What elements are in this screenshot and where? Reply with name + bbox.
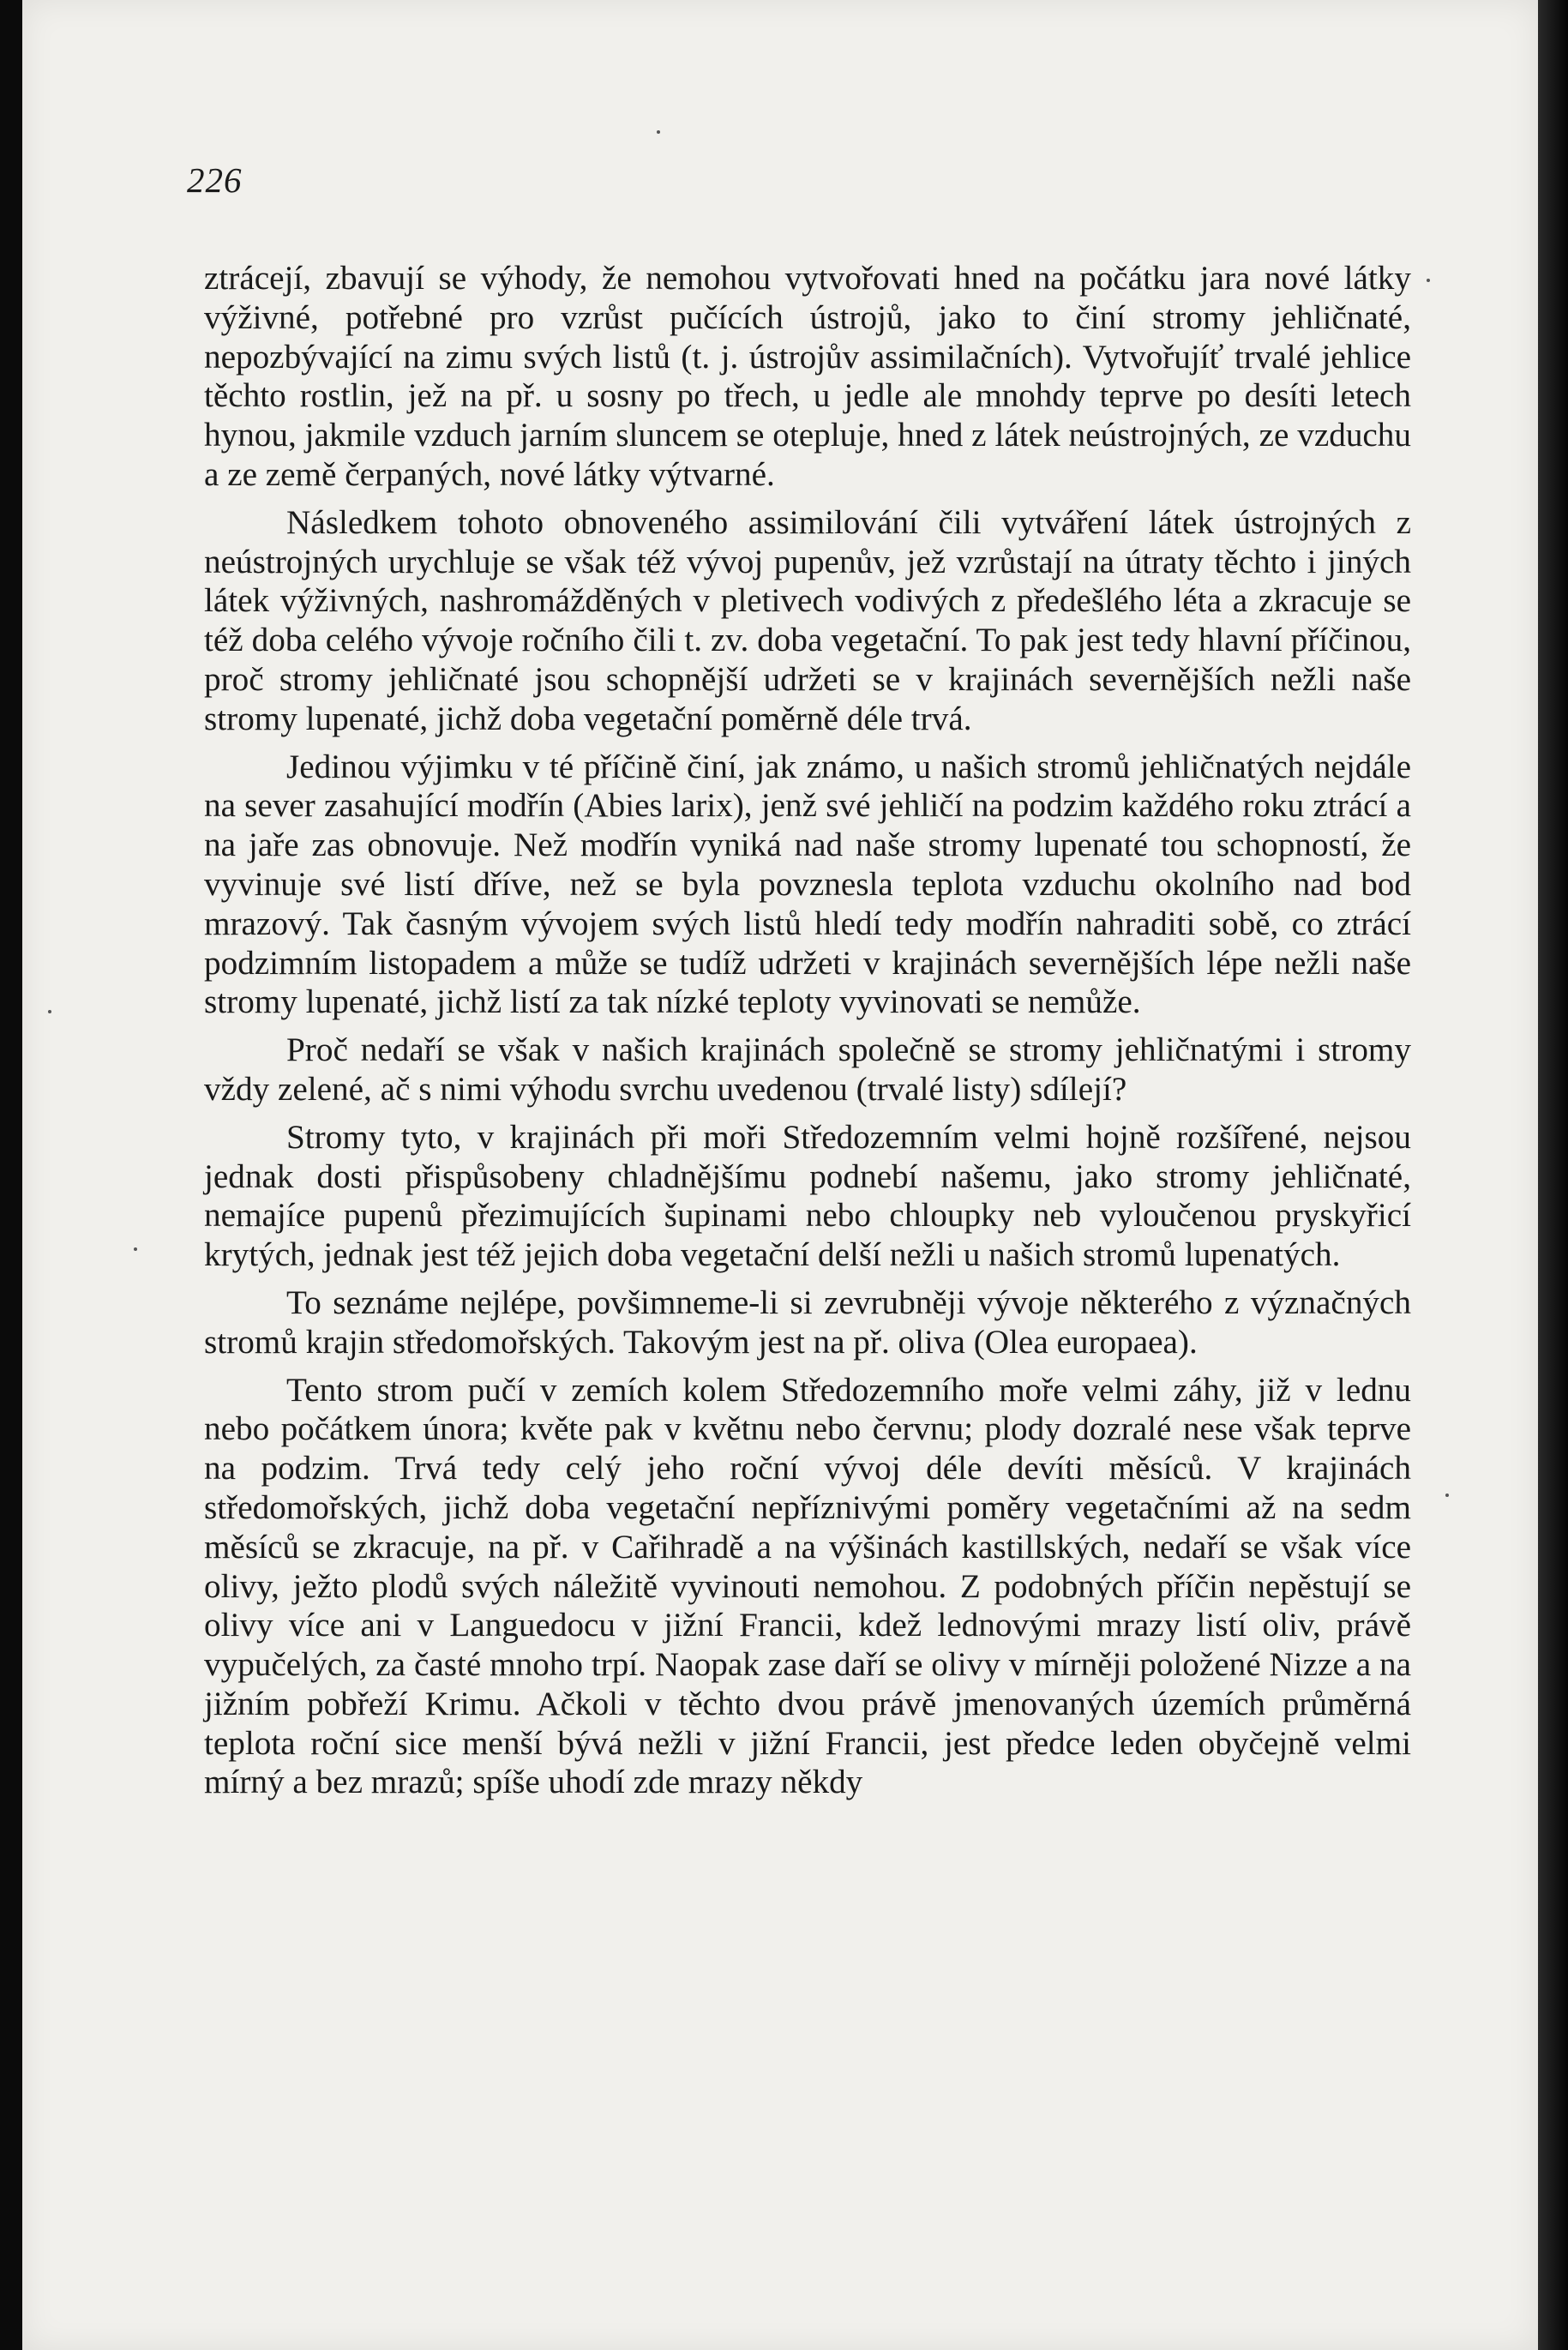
paragraph-6: To seznáme nejlépe, povšimneme-li si zevrubněji vývoje některého z význačných stromů krajin středomořských. Takovým jest na př. oliva (Olea europaea).: [204, 1283, 1411, 1361]
book-page: [22, 0, 1538, 2350]
paragraph-2: Následkem tohoto obnoveného assimilování čili vytváření látek ústrojných z neústrojných urychluje se však též vývoj pupenův, jež vzrůstají na útraty těchto i jiných látek výživných, nashromážděných v pletivech vodivých z předešlého léta a zkracuje se též doba celého vývoje ročního čili t. zv. doba vegetační. To pak jest tedy hlavní příčinou, proč stromy jehličnaté jsou schopnější udržeti se v krajinách severnějších nežli naše stromy lupenaté, jichž doba vegetační poměrně déle trvá.: [204, 503, 1411, 737]
paragraph-5: Stromy tyto, v krajinách při moři Středozemním velmi hojně rozšířené, nejsou jednak dosti přispůsobeny chladnějšímu podnebí našemu, jako stromy jehličnaté, nemajíce pupenů přezimujících šupinami nebo chloupky neb vyloučenou pryskyřicí krytých, jednak jest též jejich doba vegetační delší nežli u našich stromů lupenatých.: [204, 1118, 1411, 1274]
paragraph-7: Tento strom pučí v zemích kolem Středozemního moře velmi záhy, již v lednu nebo počátkem února; květe pak v květnu nebo červnu; plody dozralé nese však teprve na podzim. Trvá tedy celý jeho roční vývoj déle devíti měsíců. V krajinách středomořských, jichž doba vegetační nepříznivými poměry vegetačními až na sedm měsíců se zkracuje, na př. v Cařihradě a na výšinách kastillských, nedaří se však více olivy, ježto plodů svých náležitě vyvinouti nemohou. Z podobných příčin nepěstují se olivy více ani v Languedocu v jižní Francii, kdež lednovými mrazy listí oliv, právě vypučelých, za časté mnoho trpí. Naopak zase daří se olivy v mírněji položené Nizze a na jižním pobřeží Krimu. Ačkoli v těchto dvou právě jmenovaných územích průměrná teplota roční sice menší bývá nežli v jižní Francii, jest předce leden obyčejně velmi mírný a bez mrazů; spíše uhodí zde mrazy někdy: [204, 1371, 1411, 1801]
paragraph-3: Jedinou výjimku v té příčině činí, jak známo, u našich stromů jehličnatých nejdále na sever zasahující modřín (Abies larix), jenž své jehličí na podzim každého roku ztrácí a na jaře zas obnovuje. Než modřín vyniká nad naše stromy lupenaté tou schopností, že vyvinuje své listí dříve, než se byla povznesla teplota vzduchu okolního nad bod mrazový. Tak časným vývojem svých listů hledí tedy modřín nahraditi sobě, co ztrácí podzimním listopadem a může se tudíž udržeti v krajinách severnějších lépe nežli naše stromy lupenaté, jichž listí za tak nízké teploty vyvinovati se nemůže.: [204, 748, 1411, 1021]
paragraph-4: Proč nedaří se však v našich krajinách společně se stromy jehličnatými i stromy vždy zelené, ač s nimi výhodu svrchu uvedenou (trvalé listy) sdílejí?: [204, 1031, 1411, 1108]
paragraph-1: ztrácejí, zbavují se výhody, že nemohou vytvořovati hned na počátku jara nové látky výživné, potřebné pro vzrůst pučících ústrojů, jako to činí stromy jehličnaté, nepozbývající na zimu svých listů (t. j. ústrojův assimilačních). Vytvořujíť trvalé jehlice těchto rostlin, jež na př. u sosny po třech, u jedle ale mnohdy teprve po desíti letech hynou, jakmile vzduch jarním sluncem se otepluje, hned z látek neústrojných, ze vzduchu a ze země čerpaných, nové látky výtvarné.: [204, 260, 1411, 493]
page-edge-shadow: [1538, 0, 1568, 2350]
scan-speck: [1427, 279, 1430, 282]
scan-speck: [657, 130, 660, 134]
scan-speck: [134, 1247, 137, 1251]
body-text: [204, 259, 1411, 1802]
page-number: 226: [187, 160, 243, 200]
scan-speck: [1445, 1494, 1449, 1497]
scan-speck: [48, 1010, 51, 1013]
